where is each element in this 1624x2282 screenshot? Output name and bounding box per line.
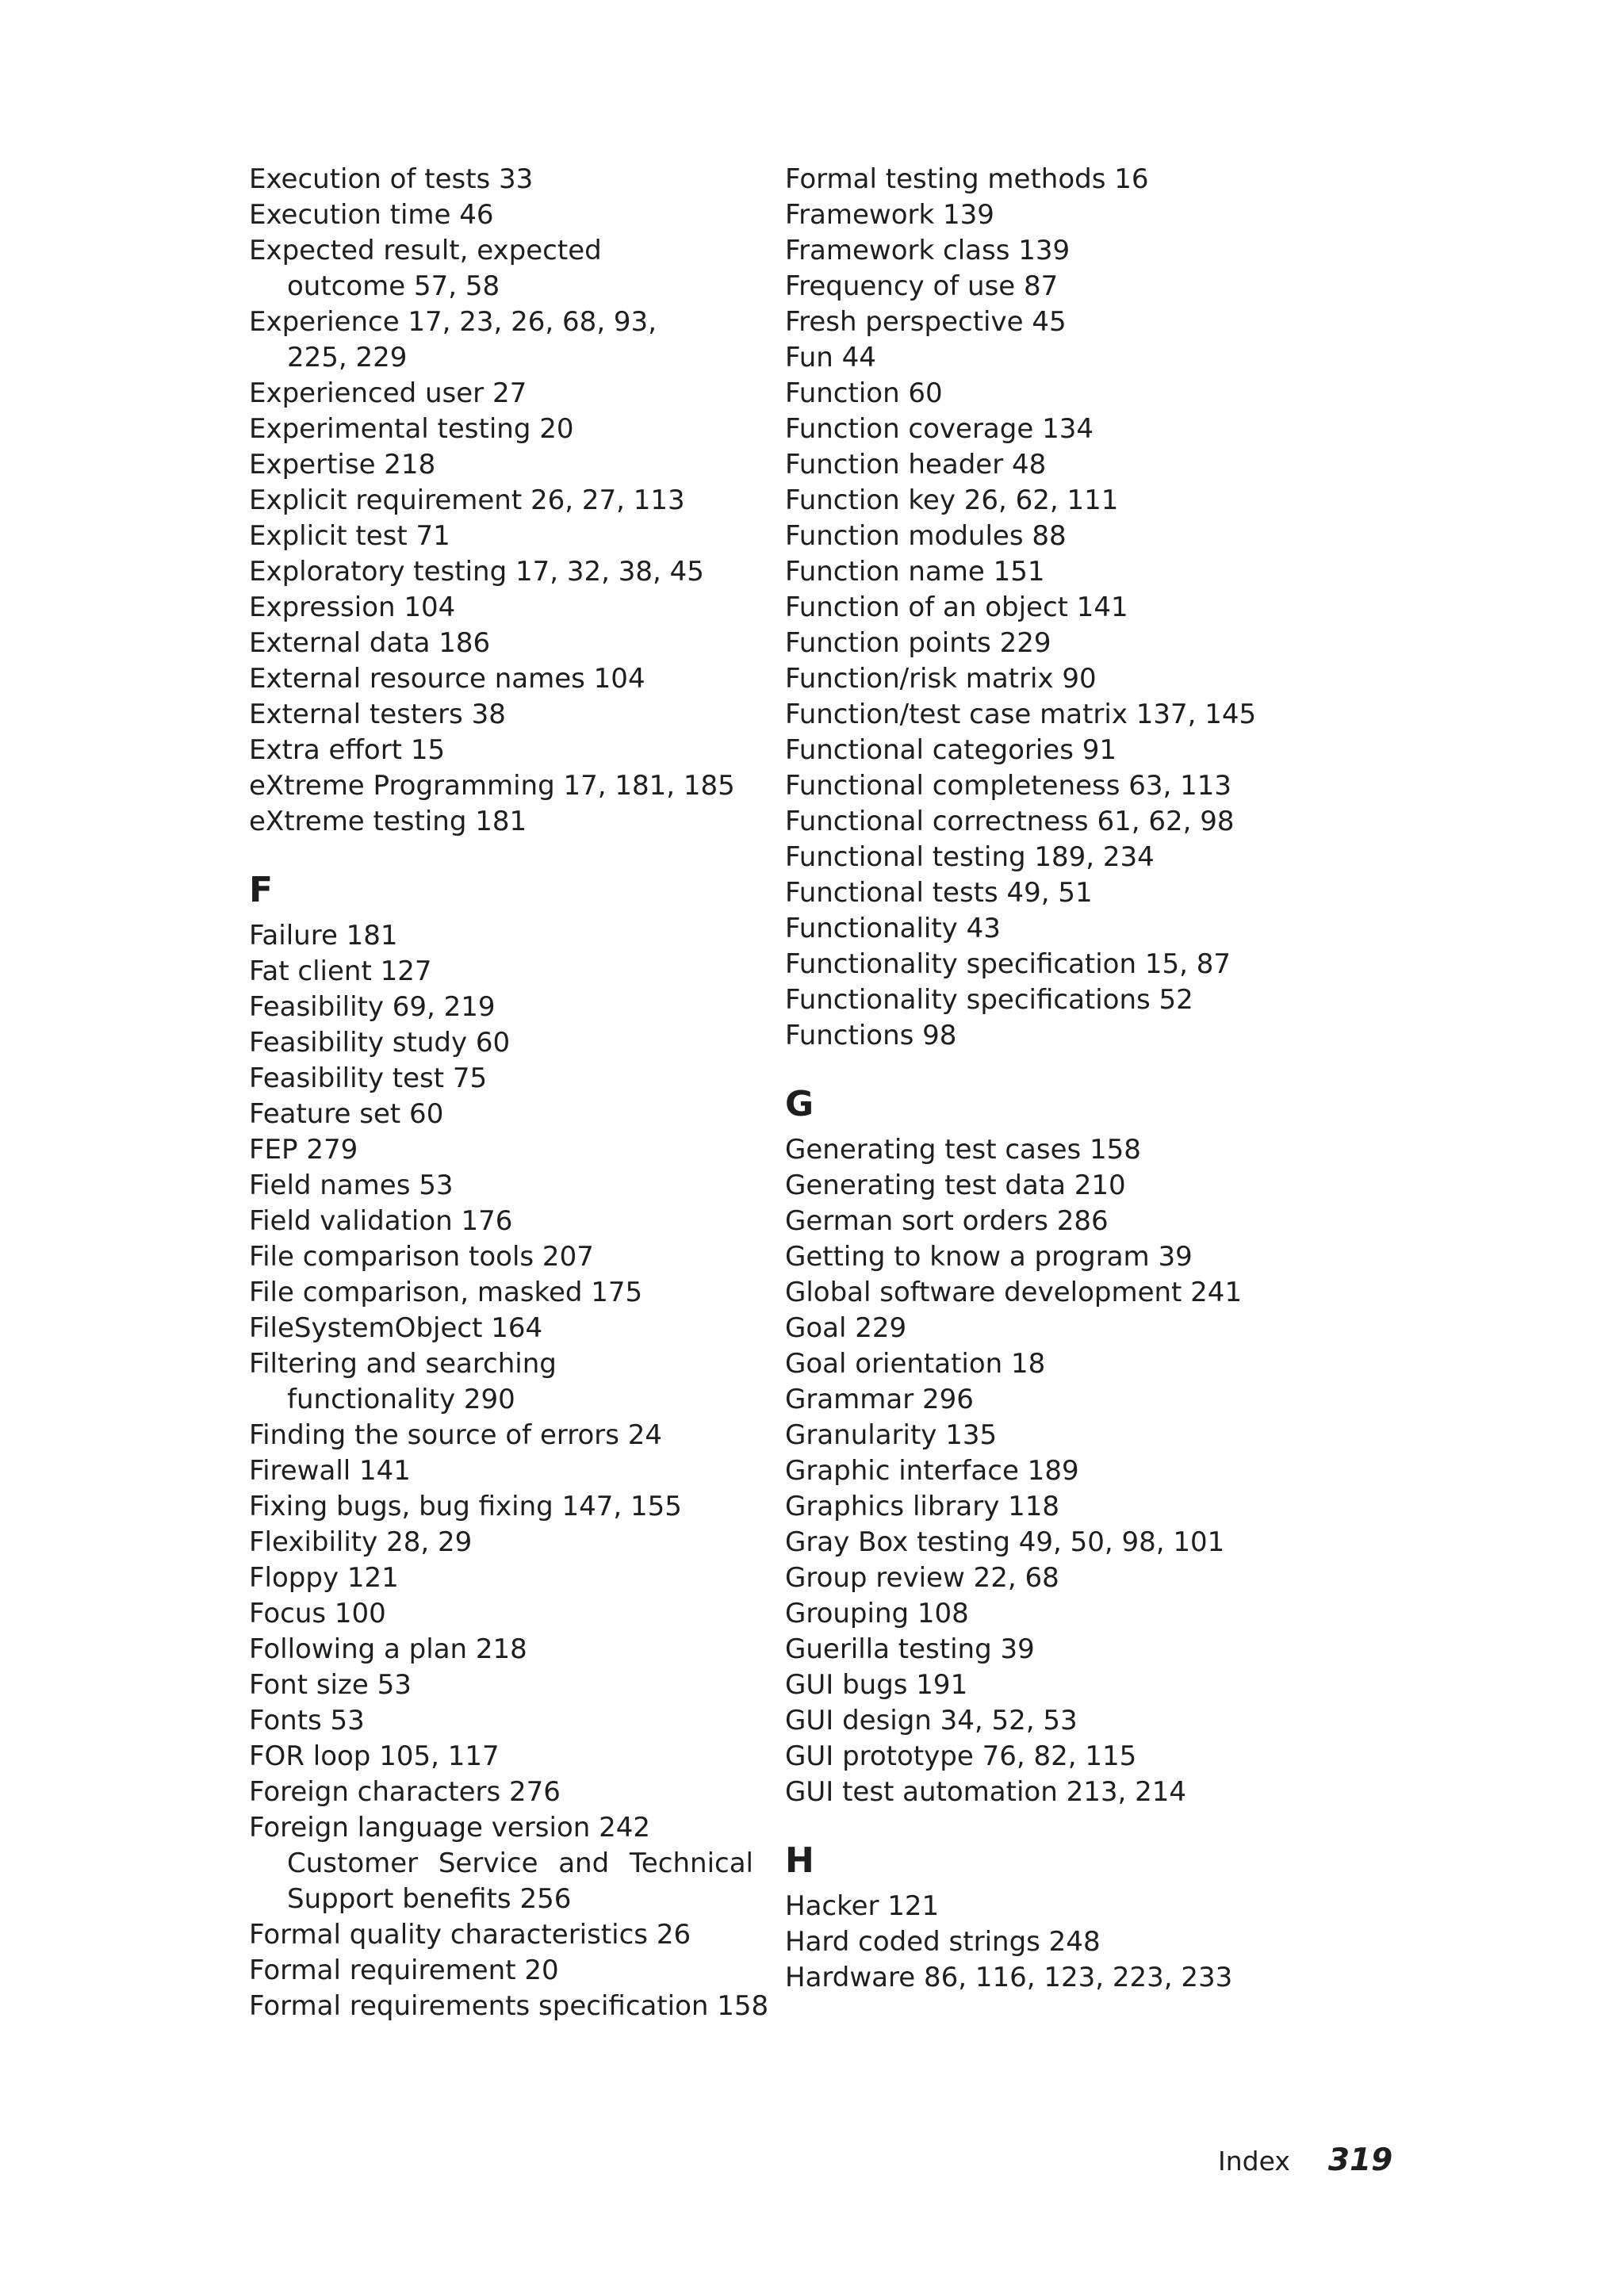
index-entry: Hardware 86, 116, 123, 223, 233 (785, 1962, 1233, 1993)
index-subentry: functionality 290 (287, 1384, 515, 1415)
index-entry: External testers 38 (249, 699, 506, 730)
index-entry: Formal requirement 20 (249, 1955, 559, 1986)
index-entry: Functional correctness 61, 62, 98 (785, 806, 1235, 837)
index-entry: Functional categories 91 (785, 734, 1116, 766)
index-group-g (785, 1132, 1340, 1810)
index-entry: Framework class 139 (785, 235, 1071, 266)
index-entry: eXtreme Programming 17, 181, 185 (249, 770, 735, 802)
index-entry: FEP 279 (249, 1134, 358, 1166)
index-entry: Extra effort 15 (249, 734, 446, 766)
index-entry: Gray Box testing 49, 50, 98, 101 (785, 1526, 1225, 1558)
index-entry: Function modules 88 (785, 520, 1067, 552)
index-entry: Fun 44 (785, 342, 876, 373)
section-letter-h: H (785, 1840, 814, 1881)
index-entry: FileSystemObject 164 (249, 1312, 543, 1344)
index-entry: Functionality specification 15, 87 (785, 948, 1231, 980)
index-entry: Field validation 176 (249, 1205, 513, 1237)
index-entry: Functional tests 49, 51 (785, 877, 1093, 909)
index-entry: Frequency of use 87 (785, 270, 1059, 302)
index-group-e (249, 162, 753, 840)
index-group-f-continued (785, 162, 1340, 1054)
index-entry: Generating test cases 158 (785, 1134, 1141, 1166)
index-entry: Expertise 218 (249, 449, 436, 481)
index-column-left (249, 162, 769, 2024)
index-entry: Granularity 135 (785, 1419, 998, 1451)
index-entry: Explicit requirement 26, 27, 113 (249, 484, 685, 516)
index-entry: Feasibility study 60 (249, 1027, 511, 1059)
index-entry: File comparison, masked 175 (249, 1277, 643, 1308)
index-entry: Fonts 53 (249, 1705, 365, 1736)
index-entry: External resource names 104 (249, 663, 645, 695)
index-entry: Expected result, expected (249, 235, 602, 266)
index-entry: Functional testing 189, 234 (785, 841, 1155, 873)
index-entry: Functionality 43 (785, 913, 1001, 944)
index-entry: Firewall 141 (249, 1455, 411, 1487)
index-entry: Getting to know a program 39 (785, 1241, 1193, 1273)
index-subentry: Support benefits 256 (287, 1883, 572, 1915)
index-entry: Focus 100 (249, 1598, 386, 1629)
index-subentry: 225, 229 (287, 342, 408, 373)
page-footer (1218, 2142, 1392, 2178)
index-entry: Experienced user 27 (249, 377, 527, 409)
index-entry: Hard coded strings 248 (785, 1926, 1101, 1958)
index-entry: Formal testing methods 16 (785, 163, 1149, 195)
index-entry: Function name 151 (785, 556, 1045, 588)
index-entry: Feature set 60 (249, 1098, 444, 1130)
index-entry: External data 186 (249, 627, 491, 659)
index-entry: Execution time 46 (249, 199, 494, 231)
index-entry: FOR loop 105, 117 (249, 1740, 500, 1772)
index-entry: Explicit test 71 (249, 520, 450, 552)
index-entry: Filtering and searching (249, 1348, 557, 1380)
index-entry: Font size 53 (249, 1669, 412, 1701)
page-number: 319 (1327, 2142, 1393, 2178)
index-entry: Graphics library 118 (785, 1491, 1060, 1522)
index-entry: File comparison tools 207 (249, 1241, 594, 1273)
index-entry: GUI test automation 213, 214 (785, 1776, 1186, 1808)
index-entry: Functionality specifications 52 (785, 984, 1193, 1016)
index-entry: Functional completeness 63, 113 (785, 770, 1231, 802)
index-entry: Failure 181 (249, 920, 398, 951)
index-entry: Field names 53 (249, 1170, 454, 1201)
index-entry: Grouping 108 (785, 1598, 969, 1629)
index-entry: Goal 229 (785, 1312, 907, 1344)
running-footer-label: Index (1218, 2146, 1290, 2177)
section-letter-g: G (785, 1084, 814, 1124)
index-group-f (249, 918, 769, 2024)
section-letter-f: F (249, 870, 274, 910)
index-entry: Hacker 121 (785, 1890, 940, 1922)
index-entry: Finding the source of errors 24 (249, 1419, 663, 1451)
index-group-h (785, 1889, 1340, 1996)
index-subentry: Customer Service and Technical (287, 1847, 753, 1879)
index-entry: Framework 139 (785, 199, 994, 231)
index-entry: Function/risk matrix 90 (785, 663, 1097, 695)
index-entry: Flexibility 28, 29 (249, 1526, 473, 1558)
index-entry: Grammar 296 (785, 1384, 974, 1415)
index-entry: Function header 48 (785, 449, 1047, 481)
index-entry: Function key 26, 62, 111 (785, 484, 1119, 516)
index-entry: Graphic interface 189 (785, 1455, 1079, 1487)
index-entry: Experimental testing 20 (249, 413, 574, 445)
index-entry: Formal requirements specification 158 (249, 1990, 769, 2022)
index-entry: Goal orientation 18 (785, 1348, 1046, 1380)
index-entry: Foreign characters 276 (249, 1776, 561, 1808)
index-entry: Formal quality characteristics 26 (249, 1919, 691, 1951)
index-entry: Foreign language version 242 (249, 1812, 651, 1844)
index-entry: Exploratory testing 17, 32, 38, 45 (249, 556, 704, 588)
index-entry: Global software development 241 (785, 1277, 1243, 1308)
index-entry: Guerilla testing 39 (785, 1633, 1035, 1665)
index-entry: Function/test case matrix 137, 145 (785, 699, 1257, 730)
index-entry: Expression 104 (249, 592, 456, 623)
index-entry: Fixing bugs, bug fixing 147, 155 (249, 1491, 682, 1522)
index-column-right (785, 162, 1340, 1996)
index-entry: Execution of tests 33 (249, 163, 534, 195)
index-entry: GUI prototype 76, 82, 115 (785, 1740, 1137, 1772)
index-subentry: outcome 57, 58 (287, 270, 500, 302)
index-entry: Fat client 127 (249, 955, 432, 987)
index-entry: Function of an object 141 (785, 592, 1128, 623)
index-entry: Functions 98 (785, 1020, 957, 1051)
index-entry: Function points 229 (785, 627, 1051, 659)
index-entry: Experience 17, 23, 26, 68, 93, (249, 306, 657, 338)
index-entry: Function 60 (785, 377, 943, 409)
index-entry: Floppy 121 (249, 1562, 399, 1594)
index-entry: Function coverage 134 (785, 413, 1094, 445)
index-entry: GUI design 34, 52, 53 (785, 1705, 1078, 1736)
index-entry: German sort orders 286 (785, 1205, 1109, 1237)
index-entry: Fresh perspective 45 (785, 306, 1067, 338)
index-entry: Feasibility test 75 (249, 1063, 488, 1094)
index-entry: Generating test data 210 (785, 1170, 1126, 1201)
index-entry: Following a plan 218 (249, 1633, 527, 1665)
index-entry: eXtreme testing 181 (249, 806, 527, 837)
index-entry: Feasibility 69, 219 (249, 991, 496, 1023)
index-entry: Group review 22, 68 (785, 1562, 1059, 1594)
index-entry: GUI bugs 191 (785, 1669, 968, 1701)
